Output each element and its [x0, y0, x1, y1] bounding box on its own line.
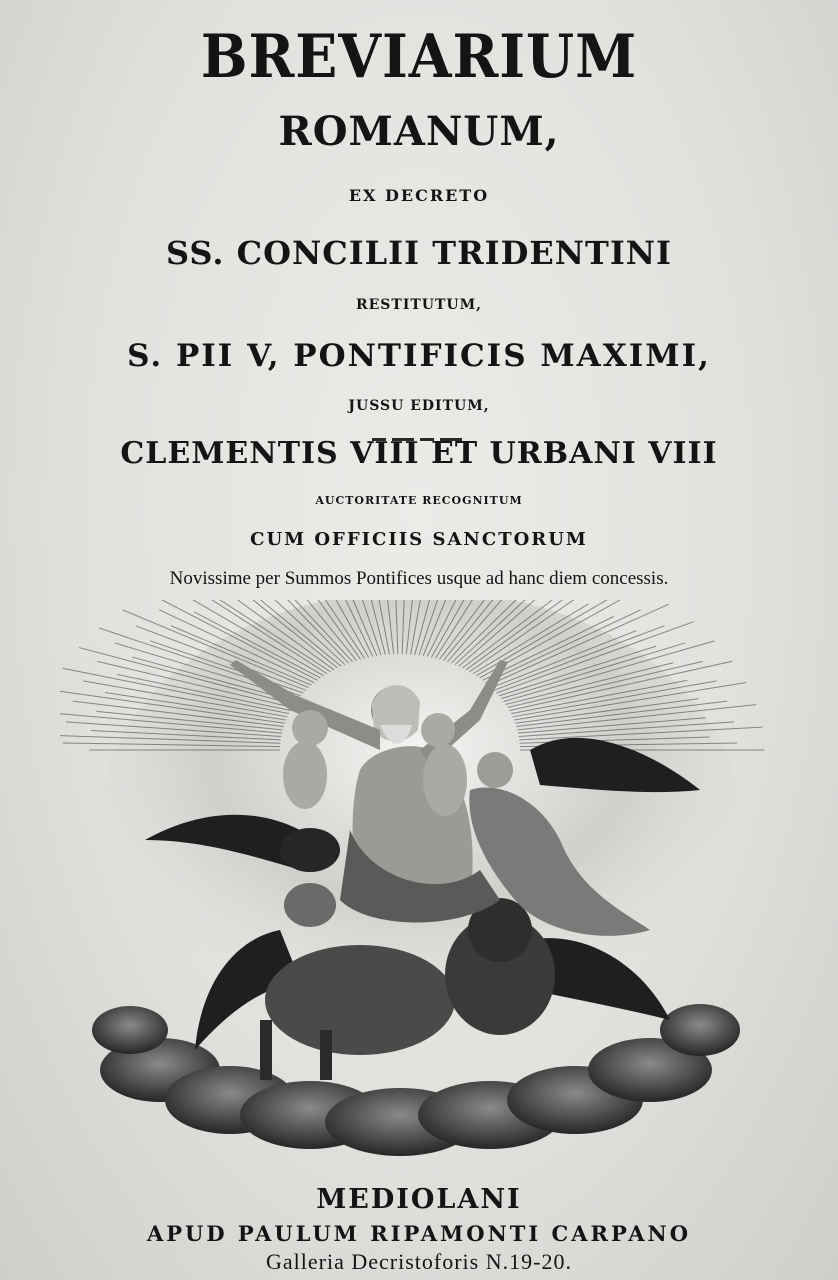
imprint-address: Galleria Decristoforis N.19-20.	[266, 1249, 572, 1274]
line-cum-officiis: CUM OFFICIIS SANCTORUM	[250, 529, 588, 550]
line-novissime: Novissime per Summos Pontifices usque ad hanc diem concessis.	[169, 568, 669, 589]
title-romanum: ROMANUM,	[278, 108, 560, 155]
line-auctoritate: AUCTORITATE RECOGNITUM	[315, 494, 523, 507]
ornamental-rule	[372, 426, 468, 429]
imprint-publisher: APUD PAULUM RIPAMONTI CARPANO	[146, 1221, 692, 1246]
line-ex-decreto: EX DECRETO	[348, 186, 490, 205]
line-restitutum: RESTITUTUM,	[355, 297, 482, 313]
title-breviarium: BREVIARIUM	[200, 22, 638, 92]
line-pii-pontificis: S. PII V, PONTIFICIS MAXIMI,	[127, 338, 711, 374]
line-concilii-tridentini: SS. CONCILII TRIDENTINI	[165, 234, 673, 272]
imprint-city: MEDIOLANI	[316, 1184, 522, 1215]
line-clementis-urbani: CLEMENTIS VIII ET URBANI VIII	[120, 436, 718, 471]
eagle-figure	[280, 828, 340, 872]
line-jussu-editum: JUSSU EDITUM,	[348, 398, 490, 414]
god-with-evangelist-symbols-engraving	[60, 600, 780, 1160]
